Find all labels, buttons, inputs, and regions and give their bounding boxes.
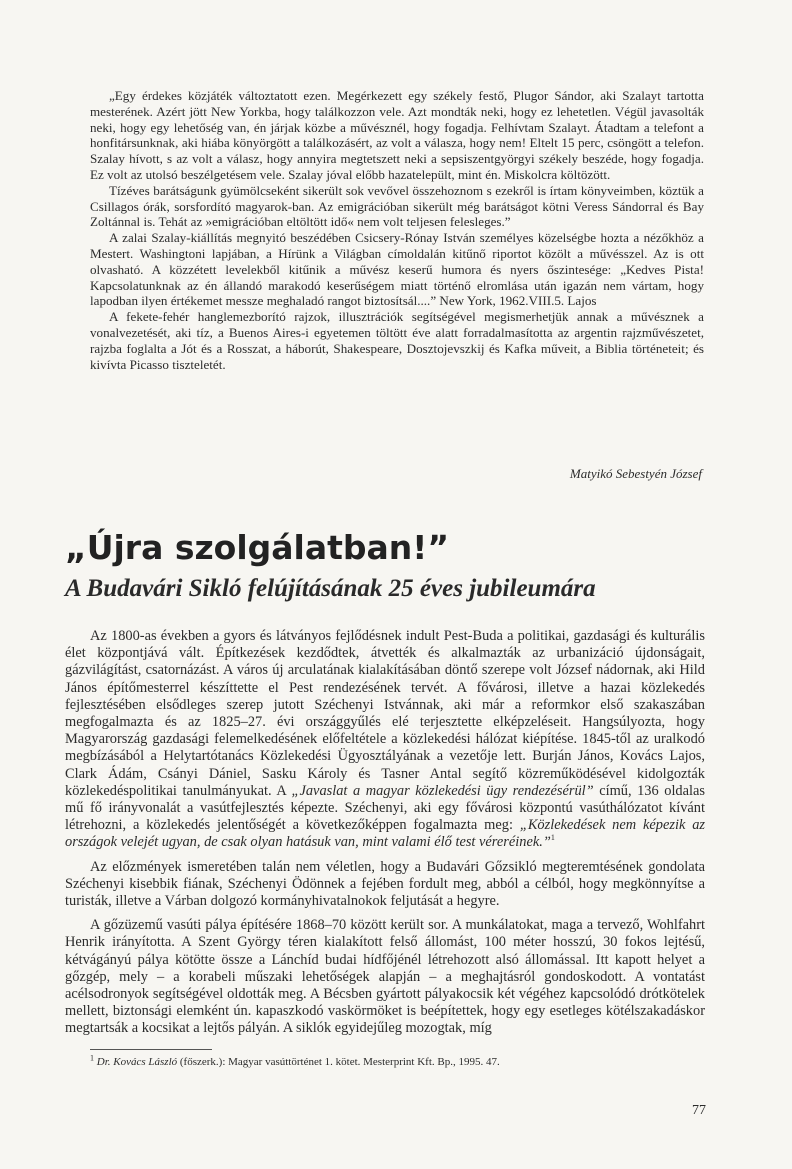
- article1-body: [90, 88, 704, 372]
- article2-subtitle: A Budavári Sikló felújításának 25 éves jubileumára: [65, 575, 596, 602]
- article2-p1-title-quote: „Javaslat a magyar közlekedési ügy rendezésérül”: [291, 782, 594, 799]
- article1-paragraph: „Egy érdekes közjáték változtatott ezen. Megérkezett egy székely festő, Plugor Sándor, aki Szalayt tartotta mesterének. Azért jött New Yorkba, hogy találkozzon vele. Azt mondták neki, hogy ez lehetetlen. Végül javasolták neki, hogy egy lehetőség van, én járjak közbe a művésznél, hogy fogadja. Felhívtam Szalayt. Átadtam a telefont a honfitársunknak, aki hiába könyörgött a találkozásért, az volt a válasza, hogy nem! Eltelt 15 perc, csöngött a telefon. Szalay hívott, s az volt a válasz, hogy annyira megtetszett neki a sepsiszentgyörgyi székely beszéde, hogy fogadja. Ez volt az utolsó beszélgetésem vele. Szalay jóval előbb hazatelepült, mint én. Miskolcra költözött.: [90, 88, 704, 182]
- page-number: 77: [692, 1103, 706, 1118]
- footnote-author: Dr. Kovács László: [96, 1056, 178, 1068]
- article2-p1-szechenyi-quote: „Közlekedések nem képezik az országok velejét ugyan, de csak olyan hatásuk van, mint valami élő test véreréinek.”: [65, 817, 706, 851]
- footnote: [90, 1055, 690, 1069]
- article1-paragraph: A fekete-fehér hanglemezborító rajzok, illusztrációk segítségével megismerhetjük annak a művésznek a vonalvezetését, aki tíz, a Buenos Aires-i egyetemen töltött éve alatt forradalmasította az argentin rajzművészetet, rajzba foglalta a Jót és a Rosszat, a háborút, Shakespeare, Dosztojevszkij és Kafka műveit, a Biblia történeteit; és kivívta Picasso tiszteletét.: [90, 309, 704, 372]
- footnote-divider: [90, 1049, 212, 1050]
- article2-paragraph: Az előzmények ismeretében talán nem véletlen, hogy a Budavári Gőzsikló megteremtésének gondolata Széchenyi kisebbik fiának, Széchenyi Ödönnek a fejében fordult meg, abból a célból, hogy megkönnyítse a turisták, illetve a Várban dolgozó kormányhivatalnokok feljutását a hegyre.: [65, 858, 705, 910]
- article1-author: Matyikó Sebestyén József: [569, 466, 702, 481]
- article1-paragraph: Tízéves barátságunk gyümölcseként sikerült sok vevővel összehoznom s ezekről is írtam könyveimben, köztük a Csillagos órák, sorsfordító magyarok-ban. Az emigrációban sikerült még barátságot kötni Veress Sándorral és Bay Zoltánnal is. Tehát az »emigrációban eltöltött idő« nem volt teljesen felesleges.”: [90, 182, 704, 230]
- article2-title: „Újra szolgálatban!”: [65, 528, 450, 567]
- footnote-text: (főszerk.): Magyar vasúttörténet 1. kötet. Mesterprint Kft. Bp., 1995. 47.: [177, 1056, 500, 1068]
- footnote-reference[interactable]: 1: [550, 833, 555, 843]
- article2-p1-text-cont: című, 136 oldalas mű fő irányvonalát a vasútfejlesztés képezte. Széchenyi, aki egy fővárosi központú vasúthálózatot kívánt létrehozni, a közlekedés jelentőségét a következőképpen fogalmazta meg:: [65, 782, 706, 834]
- article1-paragraph: A zalai Szalay-kiállítás megnyitó beszédében Csicsery-Rónay István személyes közelségbe hozta a nézőkhöz a Mestert. Washingtoni lapjában, a Hírünk a Világban címoldalán kitűnő riportot közölt a művésszel. Az is ott olvasható. A közzétett levelekből kitűnik a művész keserű humora és nyers őszintesége: „Kedves Pista! Kapcsolatunknak az én állandó marakodó keserűségem miatt történő elromlása után igazán nem vártam, hogy lapodban ilyen értékemet messze meghaladó rangot biztosítsál....” New York, 1962.VIII.5. Lajos: [90, 230, 704, 309]
- article2-body: [65, 628, 705, 1038]
- article2-paragraph: A gőzüzemű vasúti pálya építésére 1868–70 között került sor. A munkálatokat, maga a tervező, Wohlfahrt Henrik irányította. A Szent György téren kialakított felső állomást, 100 méter hosszú, 30 fokos lejtésű, kétvágányú pálya kötötte össze a Lánchíd budai hídfőjénél létrehozott alsó állomással. Itt kapott helyet a gőzgép, mely – a korabeli műszaki lehetőségek alapján – a meghajtásról gondoskodott. A vontatást acélsodronyok segítségével oldották meg. A Bécsben gyártott pályakocsik két végéhez kapcsolódó drótkötelek mellett, biztonsági elemként ún. kapaszkodó vaskörmöket is beépítettek, hogy egy esetleges kötélszakadáskor megtartsák a kocsikat a lejtős pályán. A siklók egyidejűleg mozogtak, míg: [65, 917, 705, 1037]
- article2-paragraph: [65, 628, 705, 852]
- footnote-number: 1: [90, 1053, 94, 1063]
- article2-p1-text: Az 1800-as években a gyors és látványos fejlődésnek indult Pest-Buda a politikai, gazdasági és kulturális élet központjává vált. Építkezések kezdődtek, átvették és alkalmazták az urbanizáció újdonságait, gázvilágítást, csatornázást. A város új arculatának kialakításában döntő szerepe volt József nádornak, aki Hild János építőmesterrel készíttette el Pest rendezésének tervét. A fővárosi, illetve a hazai közlekedés fejlesztésében elsődleges szerep jutott Széchenyi Istvánnak, aki már a reformkor első szakaszában megfogalmazta és az 1825–27. évi országgyűlés elé terjesztette elképzeléseit. Hangsúlyozta, hogy Magyarország gazdasági felemelkedésének előfeltétele a közlekedési hálózat kiépítése. 1845-től az uralkodó megbízásából a Helytartótanács Közlekedési Ügyosztályának a vezetője lett. Burján János, Kovács Lajos, Clark Ádám, Csányi Dániel, Sasku Károly és Tasner Antal segítő közreműködésével kidolgozták közlekedéspolitikai tanulmányukat. A: [65, 628, 705, 799]
